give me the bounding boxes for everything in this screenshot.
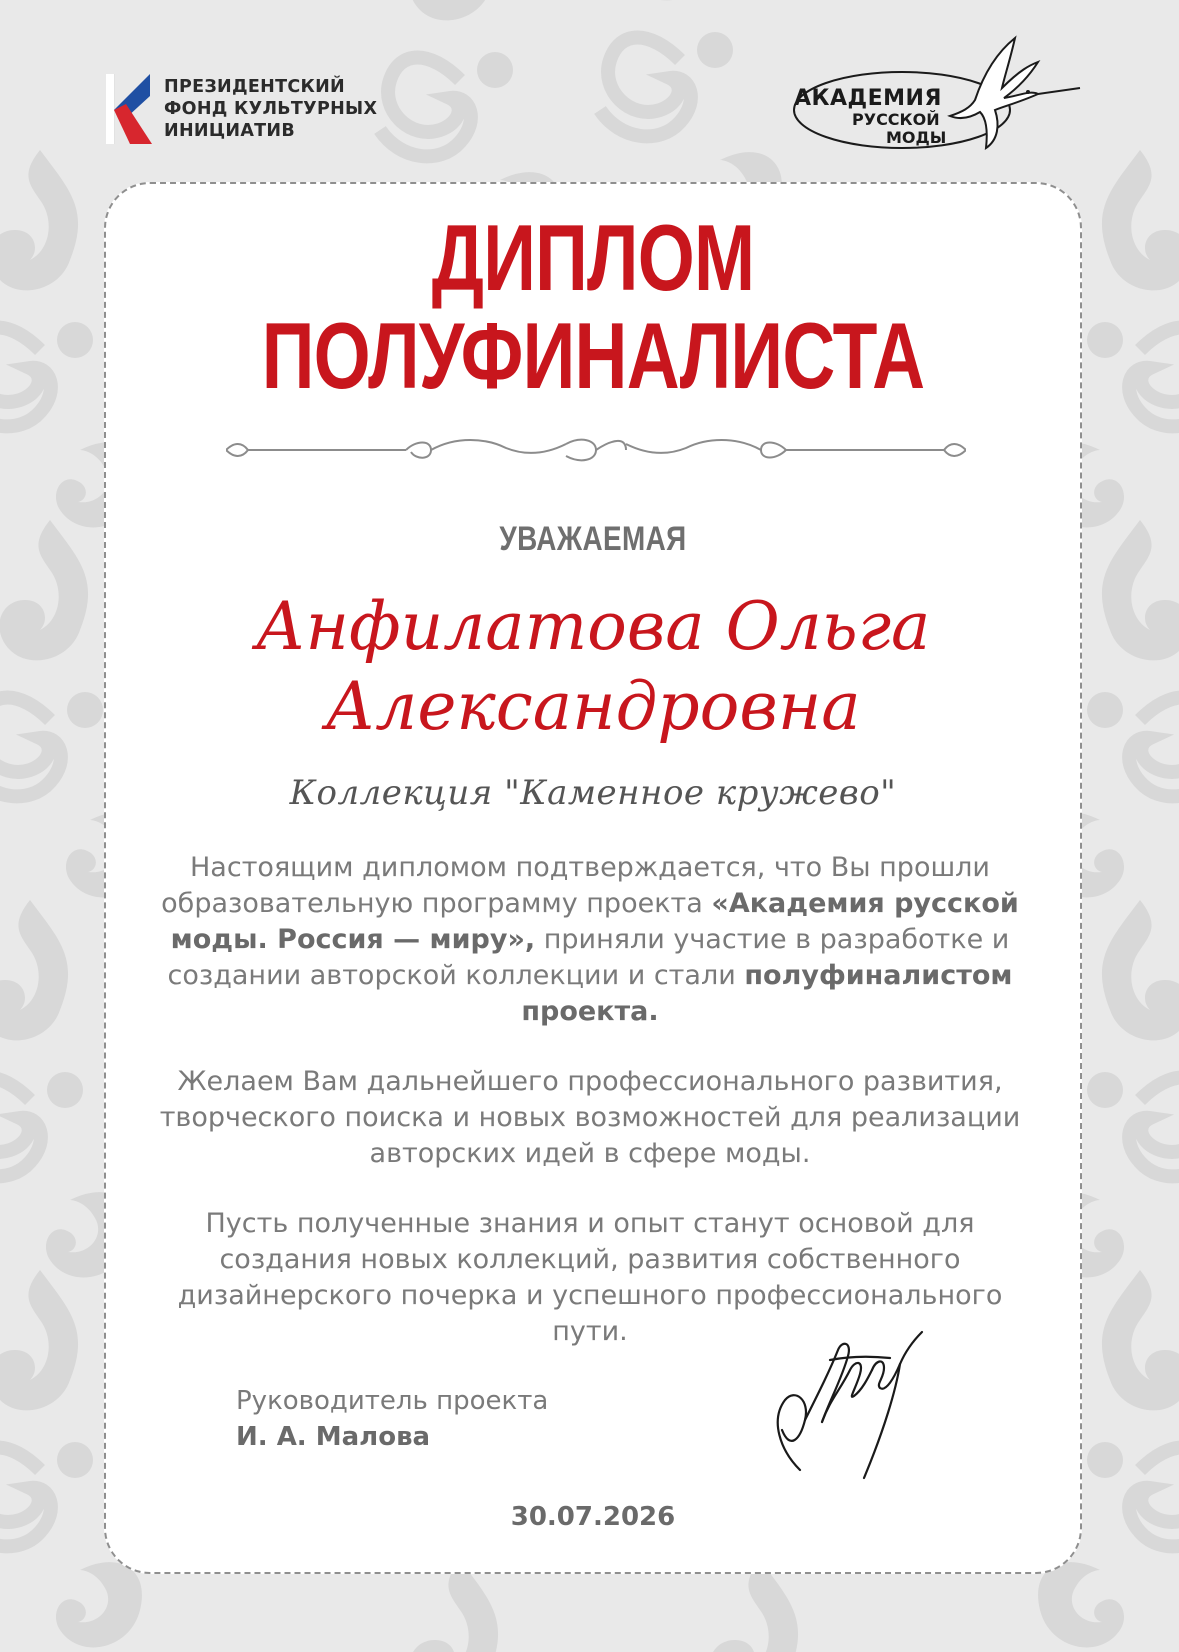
presidential-foundation-logo — [100, 74, 377, 144]
foundation-name-line-1: ПРЕЗИДЕНТСКИЙ — [164, 77, 345, 97]
salutation: УВАЖАЕМАЯ — [499, 520, 687, 558]
diploma-date: 30.07.2026 — [510, 1502, 676, 1532]
collection-title: Коллекция "Каменное кружево" — [289, 773, 897, 813]
foundation-name-line-2: ФОНД КУЛЬТУРНЫХ — [164, 99, 378, 119]
academy-logo-line-3: МОДЫ — [886, 128, 947, 147]
signatory-name: И. А. Малова — [236, 1422, 431, 1452]
diploma-title-line-2: ПОЛУФИНАЛИСТА — [261, 303, 925, 408]
handwritten-signature — [760, 1330, 930, 1480]
foundation-name-line-3: ИНИЦИАТИВ — [164, 121, 295, 141]
academy-logo-line-1: АКАДЕМИЯ — [794, 86, 942, 111]
russian-fashion-academy-logo — [790, 30, 1090, 160]
confirmation-paragraph — [150, 850, 1030, 1030]
semifinalist-bold: полуфиналистом проекта. — [521, 960, 1013, 1027]
foundation-k-logo-icon — [100, 74, 152, 144]
recipient-name-line-2: Александровна — [325, 668, 861, 745]
project-name-bold: «Академия русской моды. Россия — миру», — [170, 888, 1019, 955]
decorative-divider-ornament — [226, 432, 966, 468]
wishes-paragraph: Желаем Вам дальнейшего профессионального развития, творческого поиска и новых возможностей для реализации авторских идей в сфере моды. — [159, 1066, 1021, 1169]
signatory-role: Руководитель проекта — [236, 1386, 549, 1416]
confirmation-text-1: Настоящим дипломом подтверждается, что Вы прошли образовательную программу проекта — [161, 852, 990, 919]
confirmation-text-2: приняли участие в разработке и создании авторской коллекции и стали — [167, 924, 1010, 991]
recipient-name-line-1: Анфилатова Ольга — [255, 588, 931, 665]
closing-paragraph: Пусть полученные знания и опыт станут основой для создания новых коллекций, развития собственного дизайнерского почерка и успешного профессионального пути. — [177, 1208, 1003, 1347]
academy-logo-line-2: РУССКОЙ — [852, 110, 940, 129]
diploma-title-line-1: ДИПЛОМ — [431, 205, 755, 310]
